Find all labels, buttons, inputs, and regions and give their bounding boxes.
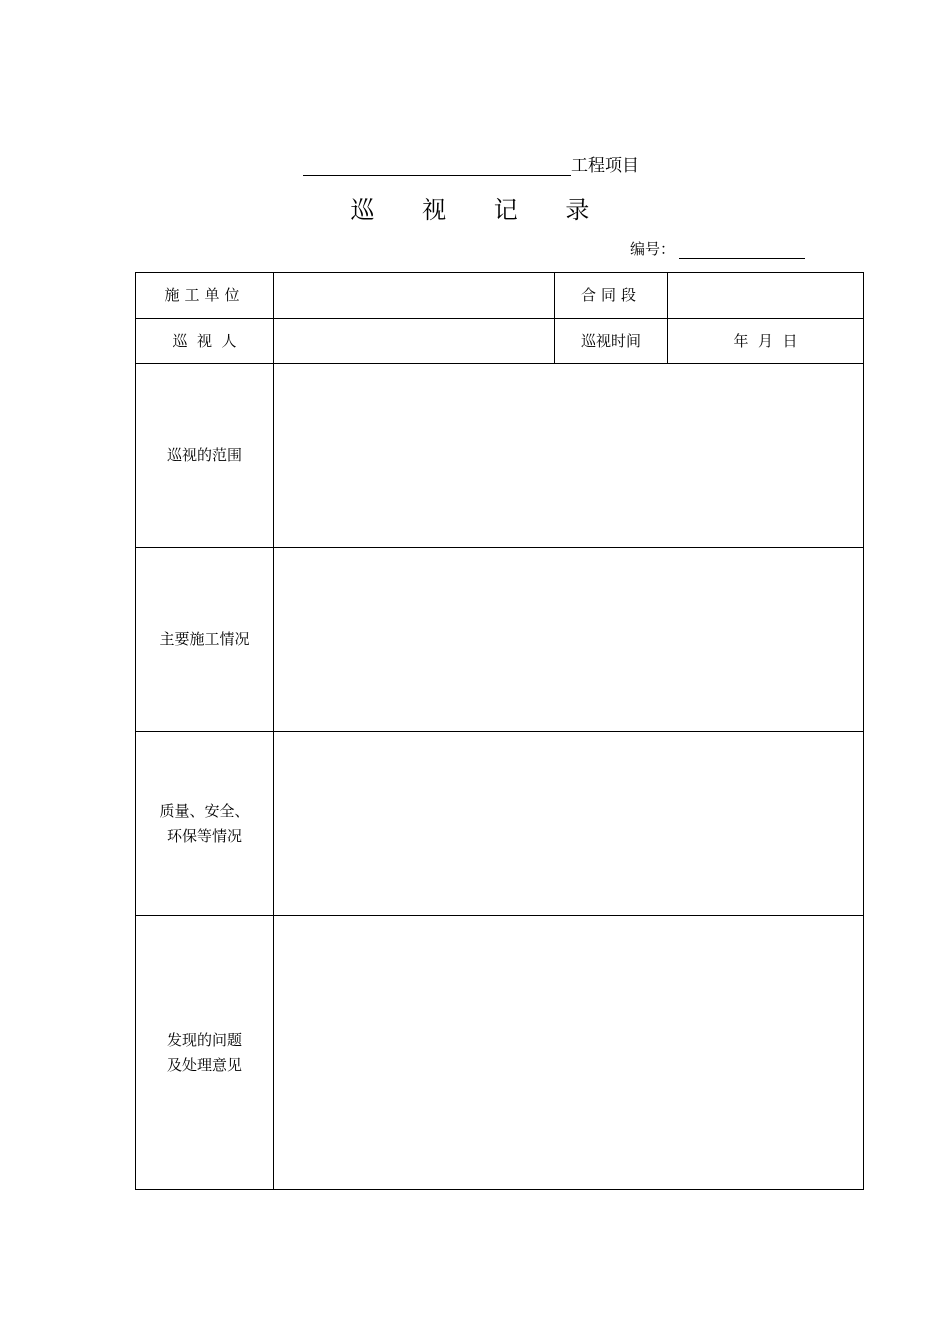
table-row: [136, 273, 864, 319]
table-row: [136, 548, 864, 732]
construction-unit-label: 施工单位: [136, 273, 274, 319]
main-construction-field[interactable]: [274, 548, 864, 732]
inspector-label: 巡 视 人: [136, 319, 274, 364]
inspection-time-label: 巡视时间: [555, 319, 668, 364]
problems-label-line2: 及处理意见: [166, 1055, 242, 1074]
scope-field[interactable]: [274, 364, 864, 548]
quality-label-line2: 环保等情况: [166, 826, 242, 845]
table-row: [136, 319, 864, 364]
scope-label: 巡视的范围: [136, 364, 274, 548]
project-name-blank[interactable]: [303, 153, 571, 176]
main-construction-label: 主要施工情况: [136, 548, 274, 732]
contract-section-field[interactable]: [668, 273, 864, 319]
inspection-date-field[interactable]: 年 月 日: [668, 319, 864, 364]
construction-unit-field[interactable]: [274, 273, 555, 319]
problems-label: [136, 916, 274, 1190]
quality-label-line1: 质量、安全、: [159, 801, 250, 820]
table-row: [136, 364, 864, 548]
table-row: [136, 732, 864, 916]
document-number-label: 编号：: [630, 240, 676, 258]
inspector-field[interactable]: [274, 319, 555, 364]
document-number-blank[interactable]: [679, 240, 805, 259]
problems-field[interactable]: [274, 916, 864, 1190]
project-suffix: 工程项目: [571, 156, 639, 176]
contract-section-label: 合同段: [555, 273, 668, 319]
inspection-form-table: [135, 272, 864, 1190]
document-number: [630, 238, 805, 259]
quality-label: [136, 732, 274, 916]
problems-label-line1: 发现的问题: [166, 1030, 242, 1049]
table-row: [136, 916, 864, 1190]
document-title: 巡 视 记 录: [350, 196, 610, 224]
project-name-line: [303, 152, 639, 178]
quality-field[interactable]: [274, 732, 864, 916]
